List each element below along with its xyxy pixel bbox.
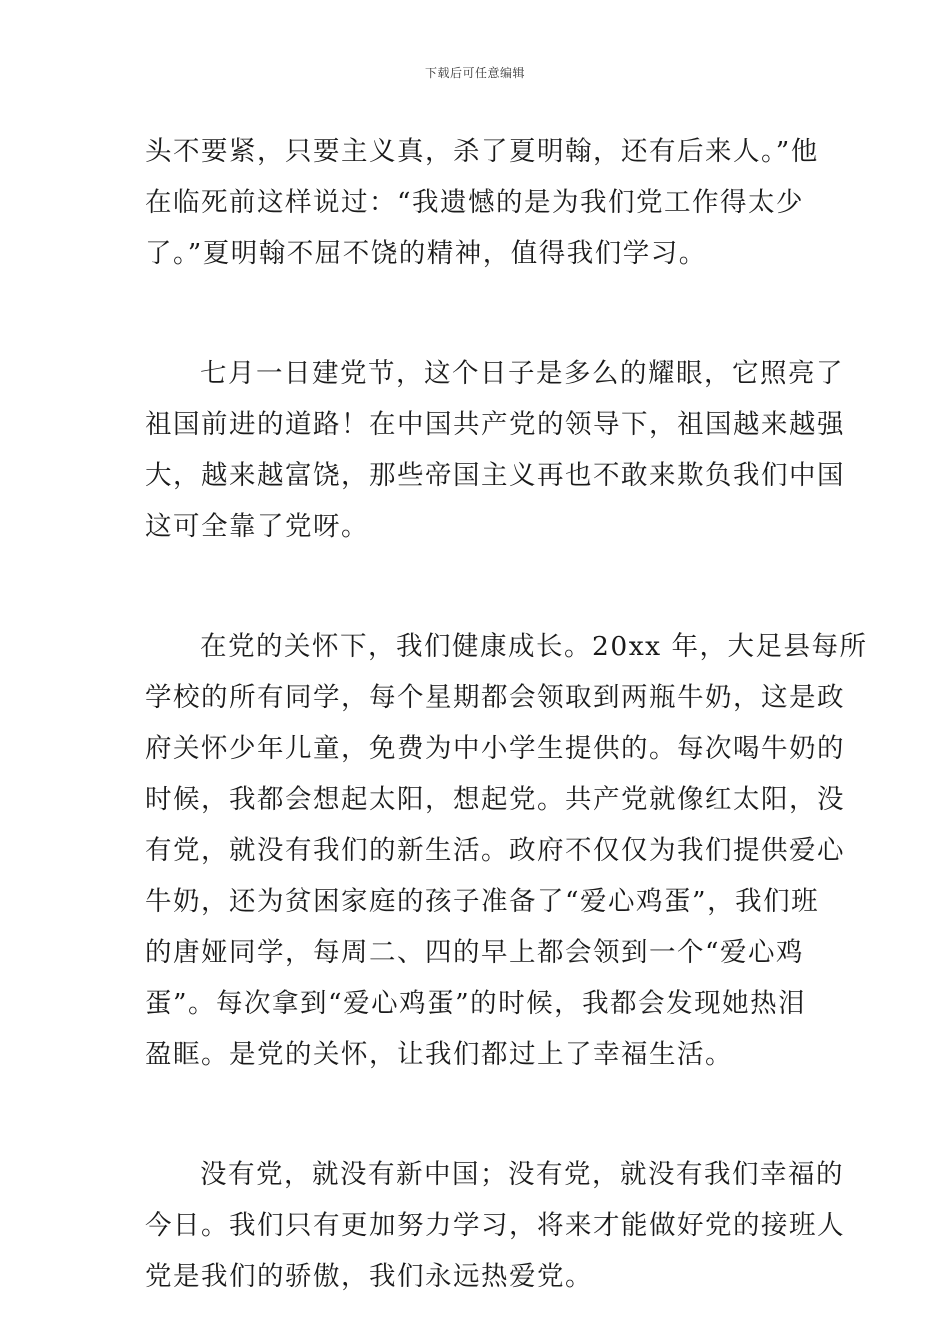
paragraph-3: [145, 621, 868, 1080]
paragraph-line: 七月一日建党节，这个日子是多么的耀眼，它照亮了: [200, 358, 844, 389]
paragraph-line: 这可全靠了党呀。: [145, 511, 369, 542]
paragraph-line: 牛奶，还为贫困家庭的孩子准备了“爱心鸡蛋”，我们班: [145, 886, 820, 917]
paragraph-line: 祖国前进的道路！在中国共产党的领导下，祖国越来越强: [145, 409, 845, 440]
paragraph-line: 了。”夏明翰不屈不饶的精神，值得我们学习。: [145, 238, 707, 269]
paragraph-line: 学校的所有同学，每个星期都会领取到两瓶牛奶，这是政: [145, 682, 845, 713]
paragraph-line: 今日。我们只有更加努力学习，将来才能做好党的接班人: [145, 1210, 845, 1241]
paragraph-line: 在党的关怀下，我们健康成长。20xx 年，大足县每所: [200, 631, 868, 662]
paragraph-line: 时候，我都会想起太阳，想起党。共产党就像红太阳，没: [145, 784, 845, 815]
paragraph-2: [145, 348, 845, 552]
paragraph-line: 在临死前这样说过：“我遗憾的是为我们党工作得太少: [145, 187, 805, 218]
paragraph-line: 府关怀少年儿童，免费为中小学生提供的。每次喝牛奶的: [145, 733, 845, 764]
paragraph-line: 有党，就没有我们的新生活。政府不仅仅为我们提供爱心: [145, 835, 845, 866]
paragraph-line: 盈眶。是党的关怀，让我们都过上了幸福生活。: [145, 1039, 733, 1070]
paragraph-line: 党是我们的骄傲，我们永远热爱党。: [145, 1261, 593, 1292]
document-body: [145, 126, 868, 1302]
paragraph-line: 蛋”。每次拿到“爱心鸡蛋”的时候，我都会发现她热泪: [145, 988, 807, 1019]
page-header-note: 下载后可任意编辑: [424, 66, 525, 80]
paragraph-line: 头不要紧，只要主义真，杀了夏明翰，还有后来人。”他: [145, 136, 819, 167]
paragraph-line: 的唐娅同学，每周二、四的早上都会领到一个“爱心鸡: [145, 937, 805, 968]
paragraph-1: [145, 126, 819, 279]
paragraph-line: 大，越来越富饶，那些帝国主义再也不敢来欺负我们中国: [145, 460, 845, 491]
paragraph-line: 没有党，就没有新中国；没有党，就没有我们幸福的: [200, 1159, 844, 1190]
paragraph-4: [145, 1149, 845, 1302]
